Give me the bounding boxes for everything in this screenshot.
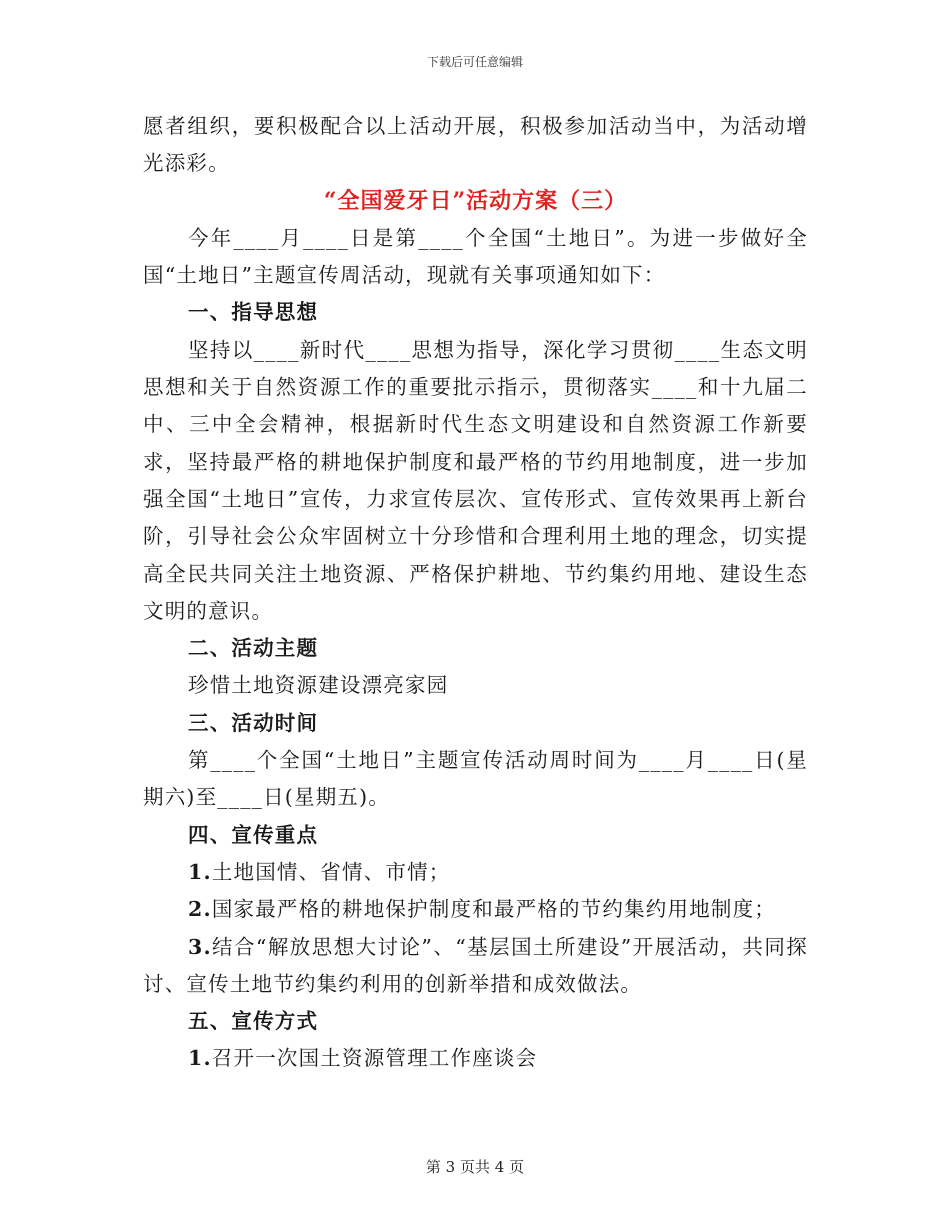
list-item — [143, 891, 808, 928]
list-item — [143, 854, 808, 891]
list-item-text: 结合“解放思想大讨论”、“基层国土所建设”开展活动，共同探讨、宣传土地节约集约利用的创新举措和成效做法。 — [143, 934, 808, 996]
document-body — [143, 108, 808, 1078]
list-item-number: 1. — [188, 1046, 212, 1071]
section-heading-theme: 二、活动主题 — [188, 636, 319, 661]
section-heading-methods: 五、宣传方式 — [188, 1009, 319, 1034]
list-item — [143, 1040, 808, 1077]
section-text-time: 第____个全国“土地日”主题宣传活动周时间为____月____日(星期六)至____日(星期五)。 — [143, 748, 808, 810]
document-title: “全国爱牙日”活动方案（三） — [323, 187, 628, 214]
section-text-theme: 珍惜土地资源建设漂亮家园 — [188, 673, 449, 698]
list-item — [143, 929, 808, 1004]
section-text-guiding-ideology: 坚持以____新时代____思想为指导，深化学习贯彻____生态文明思想和关于自然资源工作的重要批示指示，贯彻落实____和十九届二中、三中全会精神，根据新时代生态文明建设和自然资源工作新要求，坚持最严格的耕地保护制度和最严格的节约用地制度，进一步加强全国“土地日”宣传，力求宣传层次、宣传形式、宣传效果再上新台阶，引导社会公众牢固树立十分珍惜和合理利用土地的理念，切实提高全民共同关注土地资源、严格保护耕地、节约集约用地、建设生态文明的意识。 — [143, 337, 808, 623]
section-heading-time: 三、活动时间 — [188, 710, 319, 735]
intro-paragraph: 今年____月____日是第____个全国“土地日”。为进一步做好全国“土地日”主题宣传周活动，现就有关事项通知如下： — [143, 225, 808, 288]
list-item-text: 国家最严格的耕地保护制度和最严格的节约集约用地制度； — [211, 897, 777, 922]
list-item-number: 3. — [188, 934, 212, 959]
carryover-paragraph: 愿者组织，要积极配合以上活动开展，积极参加活动当中，为活动增光添彩。 — [143, 114, 808, 176]
section-heading-focus: 四、宣传重点 — [188, 822, 319, 847]
list-item-number: 2. — [188, 897, 212, 922]
page-number-footer: 第 3 页共 4 页 — [425, 1158, 525, 1176]
section-heading-guiding-ideology: 一、指导思想 — [188, 300, 319, 325]
page-header-note: 下载后可任意编辑 — [426, 55, 523, 69]
list-item-text: 土地国情、省情、市情； — [211, 859, 451, 884]
list-item-number: 1. — [188, 859, 212, 884]
list-item-text: 召开一次国土资源管理工作座谈会 — [211, 1046, 538, 1071]
